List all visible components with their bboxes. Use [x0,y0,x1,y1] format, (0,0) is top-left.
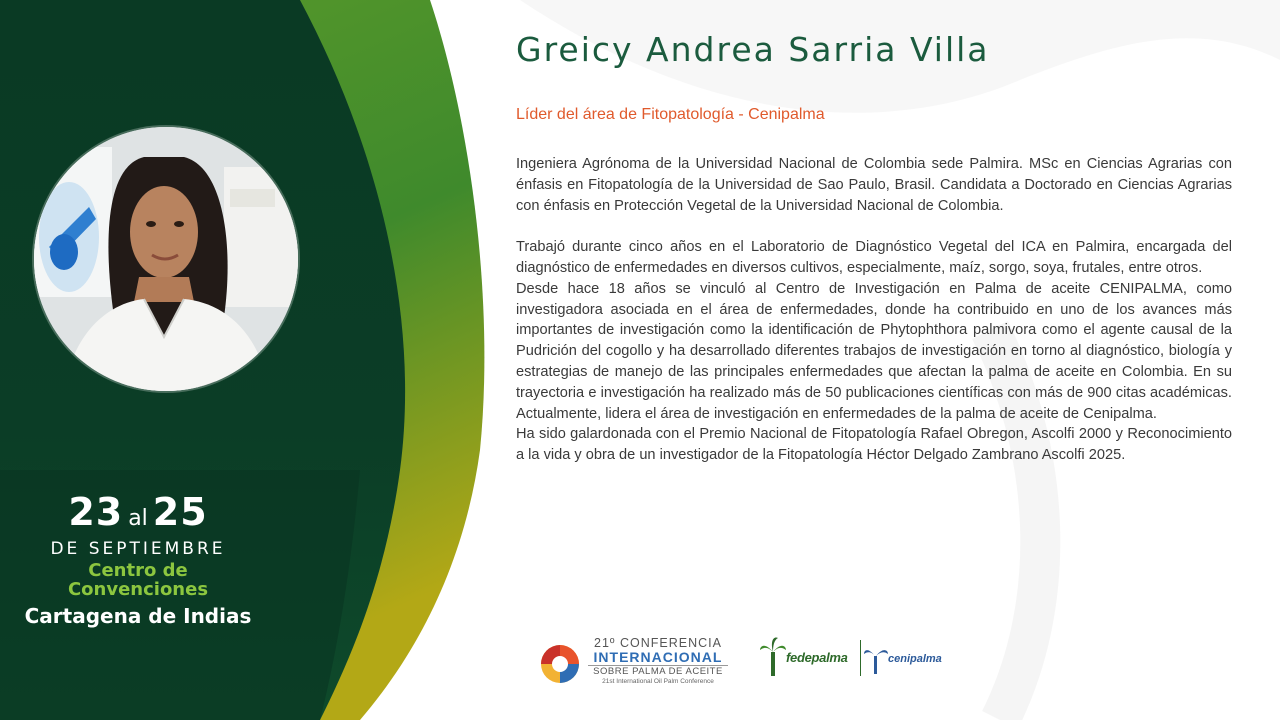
conference-line-3: SOBRE PALMA DE ACEITE [588,665,728,677]
palm-tree-icon [760,636,786,676]
conference-logo [536,636,736,688]
day-end: 25 [152,490,208,534]
speaker-portrait-image [34,127,298,391]
city-label: Cartagena de Indias [24,604,252,628]
event-dates [0,490,276,559]
bio-paragraph: Ha sido galardonada con el Premio Nacional de Fitopatología Rafael Obregon, Ascolfi 2000 y Reconocimiento a la vida y obra de un investigador de la Fitopatología Héctor Delgado Zambrano Ascolfi 2025. [516,426,1232,464]
bio-paragraph: Ingeniera Agrónoma de la Universidad Nacional de Colombia sede Palmira. MSc en Ciencias Agrarias con énfasis en Fitopatología de la Universidad de Sao Paulo, Brasil. Candidata a Doctorado en Ciencias Agrarias con énfasis en Protección Vegetal de la Universidad Nacional de Colombia. [516,156,1232,214]
logo-divider [860,640,861,676]
conference-line-4: 21st International Oil Palm Conference [602,678,714,685]
day-separator: al [128,506,148,531]
day-start: 23 [68,490,124,534]
venue-line-2: Convenciones [67,579,209,600]
bio-paragraph: Trabajó durante cinco años en el Laboratorio de Diagnóstico Vegetal del ICA en Palmira, encargada del diagnóstico de enfermedades en diversos cultivos, especialmente, maíz, sorgo, soya, frutales, entre otros. [516,239,1232,276]
bio-paragraph: Desde hace 18 años se vinculó al Centro de Investigación en Palma de aceite CENIPALMA, como investigadora asociada en el área de enfermedades, donde ha contribuido en uno de los avances más importantes de investigación como la identificación de Phytophthora palmivora como el agente causal de la Pudrición del cogollo y ha desarrollado diferentes trabajos de investigación en torno al diagnóstico, biología y estrategias de manejo de las principales enfermedades que afectan la palma de aceite en Colombia. En su trayectoria e investigación ha realizado más de 50 publicaciones científicas con más de 900 citas académicas. Actualmente, lidera el área de investigación en enfermedades de la palma de aceite de Cenipalma. [516,280,1232,422]
conference-wordmark [588,636,728,686]
date-range [0,490,276,541]
event-venue [0,561,276,629]
month-label: DE SEPTIEMBRE [50,539,226,559]
conference-line-1: 21º CONFERENCIA [594,636,722,650]
sponsor-logos [760,636,950,678]
speaker-name: Greicy Andrea Sarria Villa [516,30,990,69]
conference-line-2: INTERNACIONAL [593,649,723,665]
cenipalma-palm-icon [864,642,888,674]
cenipalma-logo-text: cenipalma [888,653,942,665]
fedepalma-logo-text: fedepalma [786,650,848,665]
speaker-bio [516,154,1232,466]
conference-swirl-icon [538,642,582,686]
speaker-photo [34,127,298,391]
venue-line-1: Centro de [88,560,188,581]
speaker-role: Líder del área de Fitopatología - Cenipalma [516,106,825,123]
